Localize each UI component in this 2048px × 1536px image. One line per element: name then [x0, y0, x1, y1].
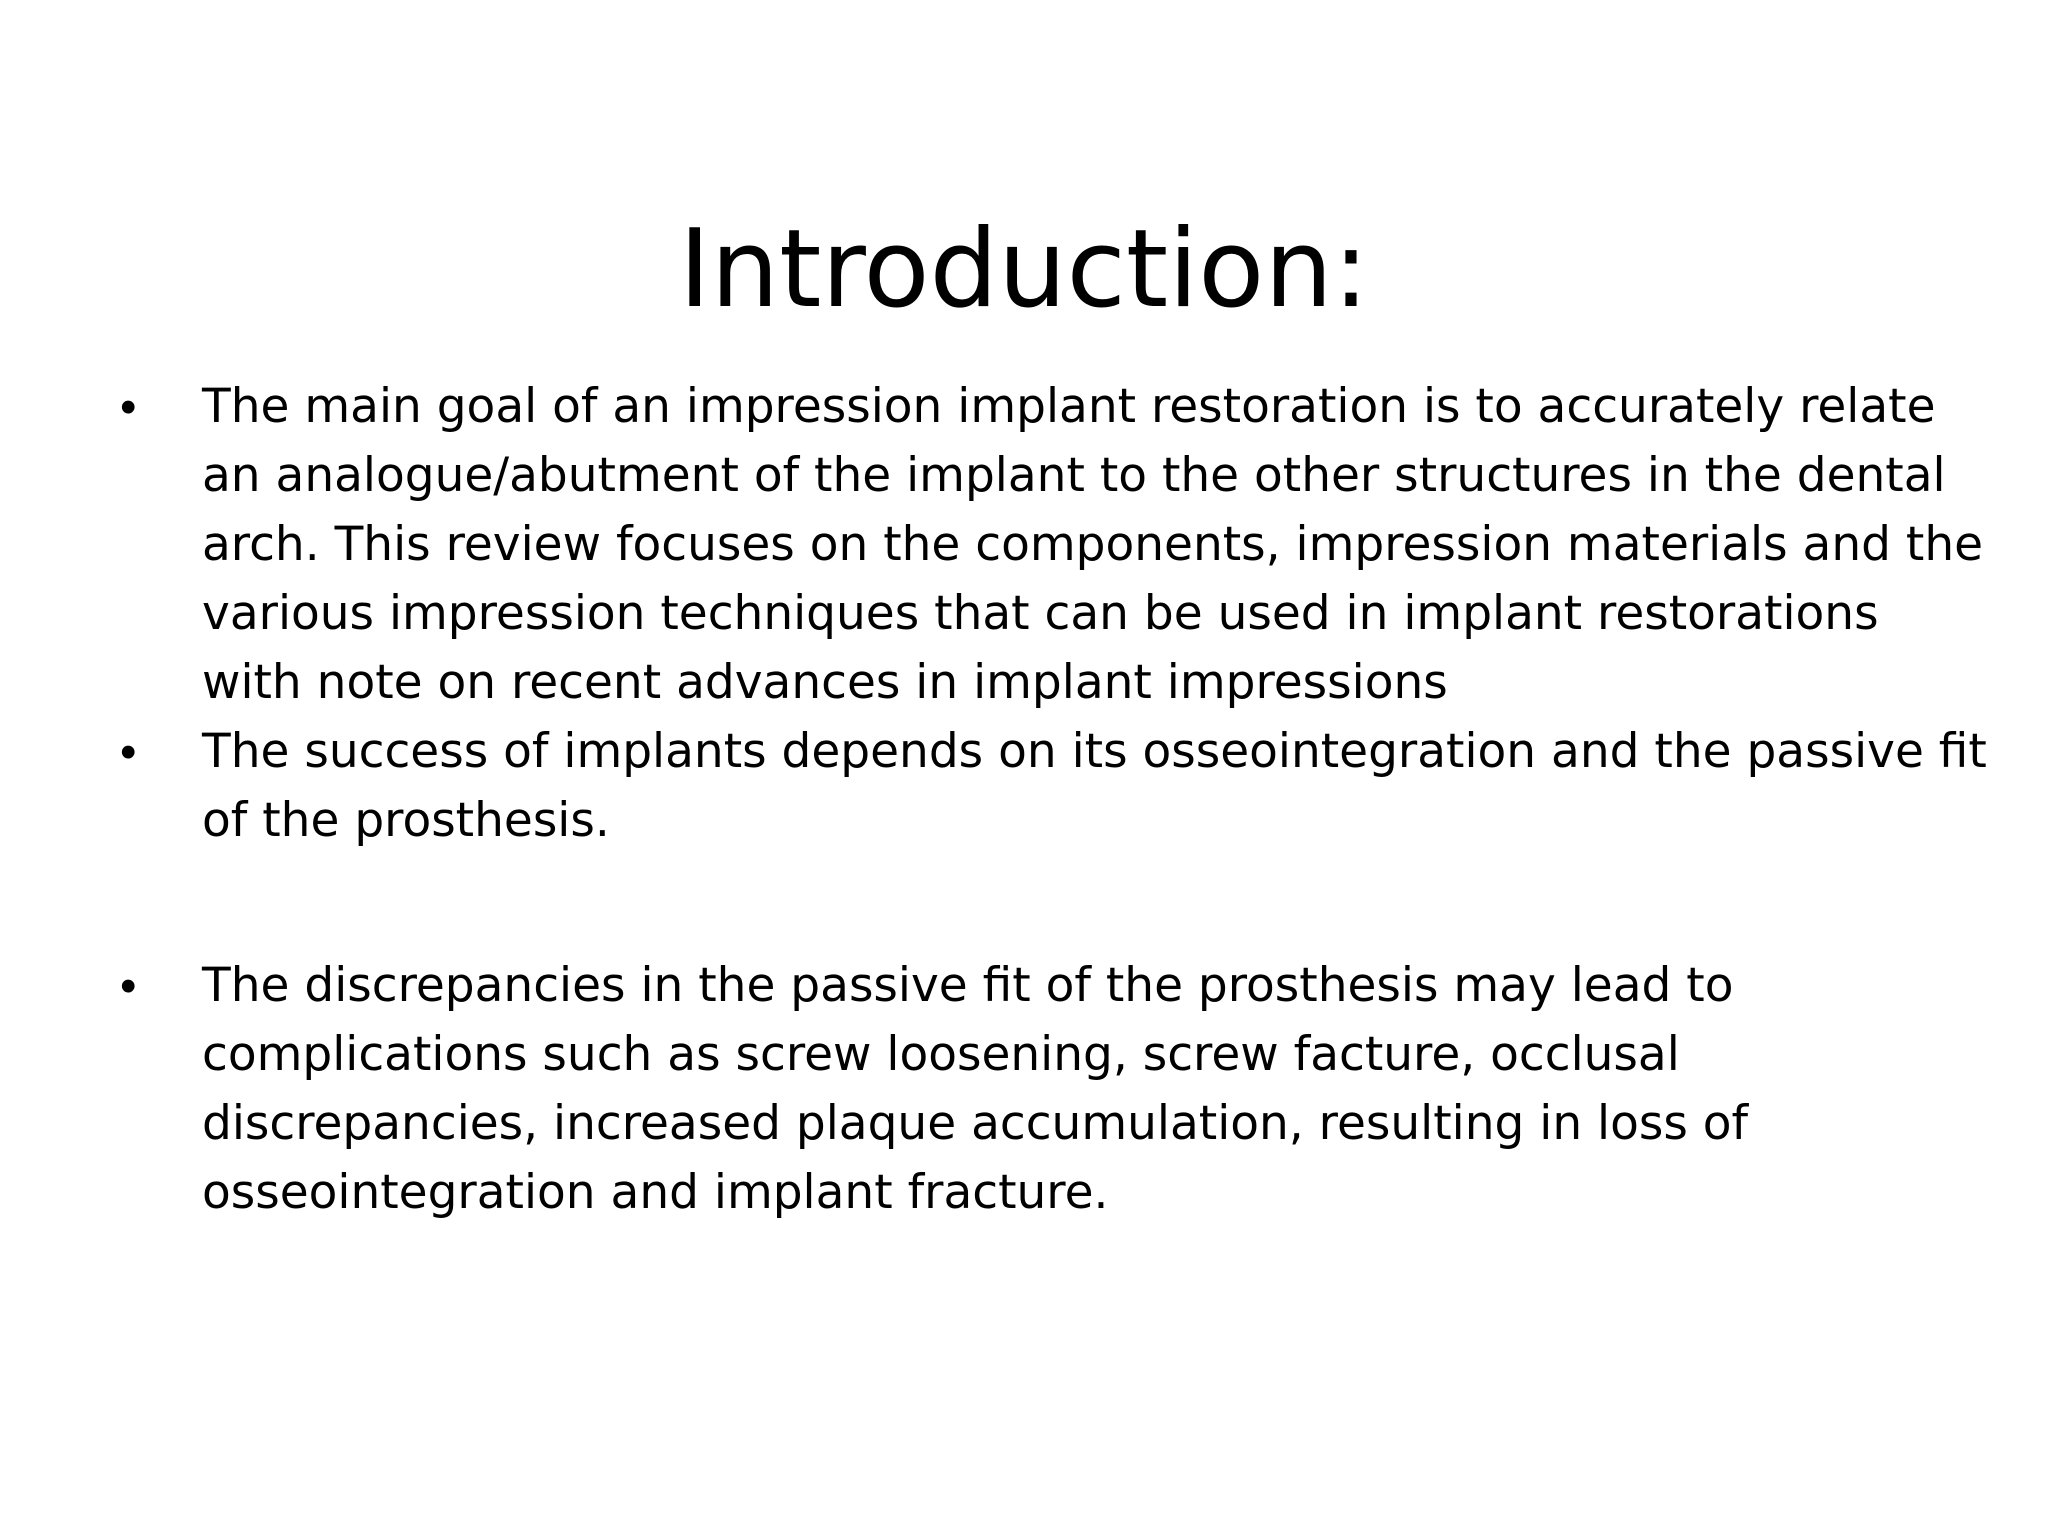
bullet-marker: • [120, 725, 137, 778]
bullet-list [120, 372, 1990, 1227]
slide-title: Introduction: [678, 207, 1370, 333]
bullet-marker: • [120, 959, 137, 1012]
bullet-spacer [120, 855, 1990, 951]
bullet-text-2: The success of implants depends on its osseointegration and the passive fit of the prosthesis. [202, 724, 1987, 848]
bullet-item-1 [120, 372, 1990, 717]
bullet-item-3 [120, 951, 1990, 1227]
bullet-text-3: The discrepancies in the passive fit of the prosthesis may lead to complications such as screw loosening, screw facture, occlusal discrepancies, increased plaque accumulation, resulting in loss of osseointegration and implant fracture. [202, 958, 1749, 1220]
bullet-text-1: The main goal of an impression implant restoration is to accurately relate an analogue/abutment of the implant to the other structures in the dental arch. This review focuses on the components, impression materials and the various impression techniques that can be used in implant restorations with note on recent advances in implant impressions [202, 379, 1984, 710]
bullet-item-2 [120, 717, 1990, 855]
bullet-marker: • [120, 380, 137, 433]
